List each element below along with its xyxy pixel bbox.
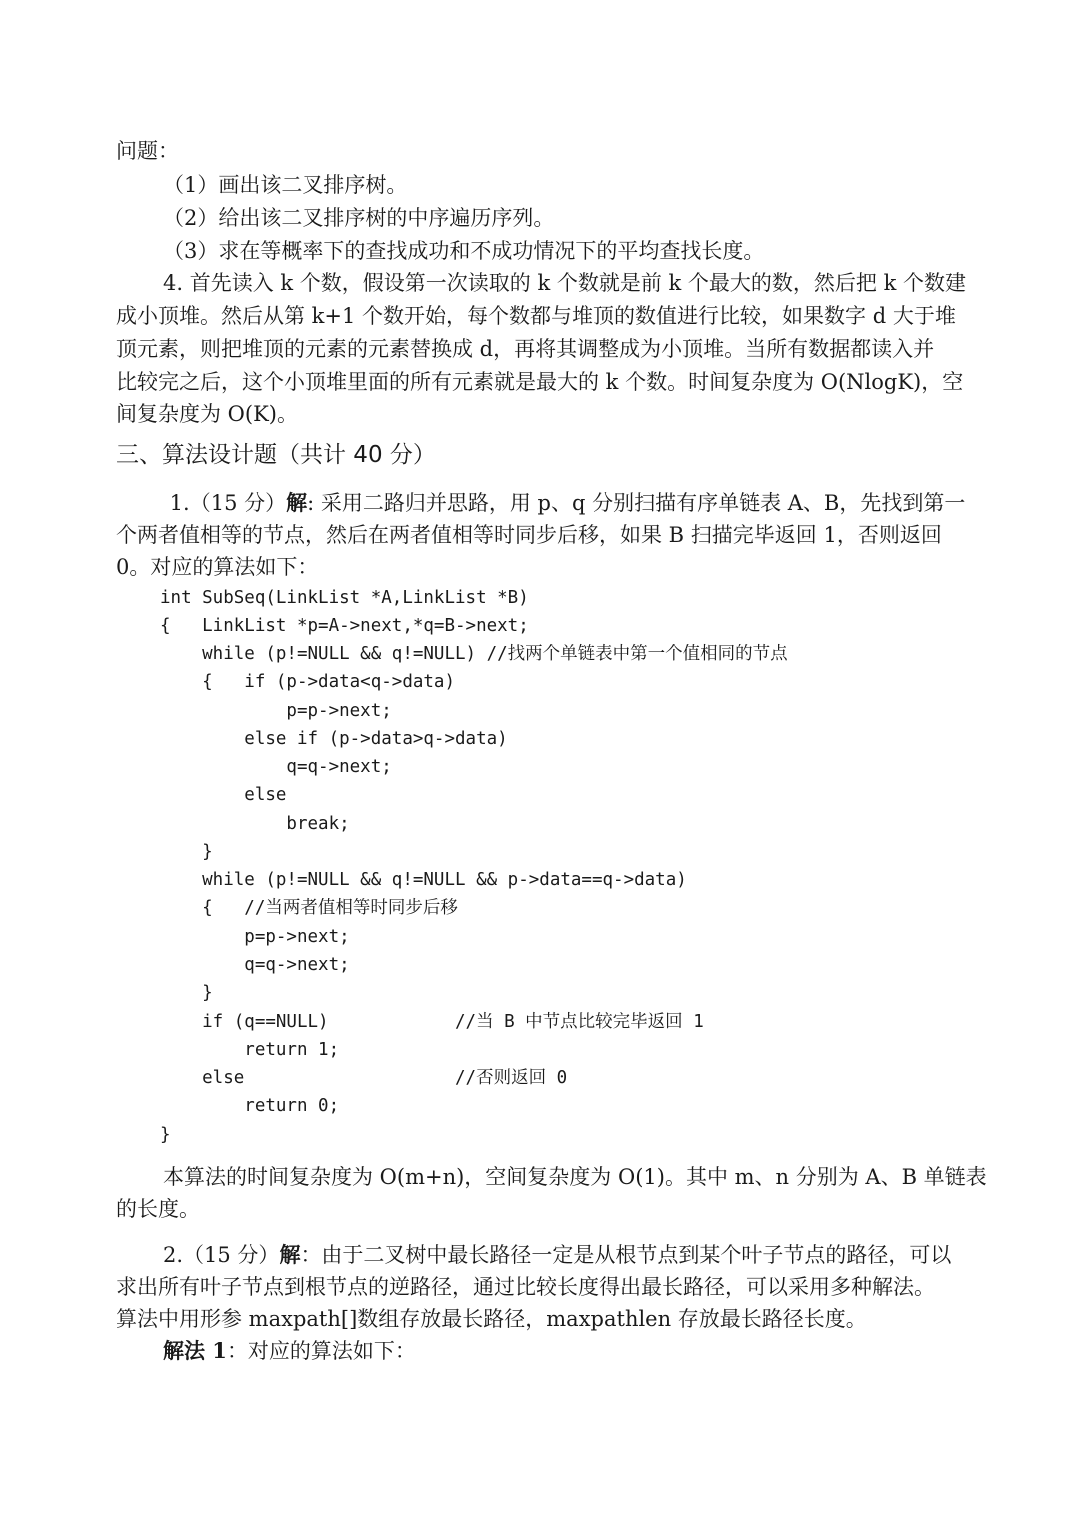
complexity-line: 本算法的时间复杂度为 O(m+n)，空间复杂度为 O(1)。其中 m、n 分别为 A、B 单链表 — [163, 1165, 987, 1189]
problem1-solution-label: 解 — [286, 490, 308, 515]
code-line: q=q->next; — [160, 955, 350, 975]
code-line: p=p->next; — [160, 701, 392, 721]
problem1-first-line — [163, 488, 965, 518]
code-line: else //否则返回 0 — [160, 1068, 568, 1088]
code-line: } — [160, 842, 213, 862]
problem2-solution-label: 解 — [279, 1242, 301, 1267]
solution1-label: 解法 1 — [163, 1338, 227, 1363]
question-1: （1）画出该二叉排序树。 — [163, 173, 408, 197]
problem2-line: 求出所有叶子节点到根节点的逆路径，通过比较长度得出最长路径，可以采用多种解法。 — [116, 1275, 935, 1299]
question-2: （2）给出该二叉排序树的中序遍历序列。 — [163, 206, 555, 230]
solution1-line — [163, 1336, 416, 1366]
code-line: p=p->next; — [160, 927, 350, 947]
problem1-line: 0。对应的算法如下： — [116, 555, 319, 579]
answer4-line: 比较完之后，这个小顶堆里面的所有元素就是最大的 k 个数。时间复杂度为 O(NlogK)，空 — [116, 370, 964, 394]
code-line: while (p!=NULL && q!=NULL) //找两个单链表中第一个值相同的节点 — [160, 644, 788, 664]
problem1-text: : 采用二路归并思路，用 p、q 分别扫描有序单链表 A、B，先找到第一 — [307, 491, 966, 515]
solution1-text: ：对应的算法如下： — [226, 1339, 416, 1363]
code-line: } — [160, 1125, 171, 1145]
code-line: while (p!=NULL && q!=NULL && p->data==q->data) — [160, 870, 687, 890]
code-line: { if (p->data<q->data) — [160, 672, 456, 692]
problem2-text: ：由于二叉树中最长路径一定是从根节点到某个叶子节点的路径，可以 — [300, 1243, 952, 1267]
complexity-line: 的长度。 — [116, 1197, 200, 1221]
problem1-prefix: 1.（15 分） — [163, 491, 287, 515]
problem2-first-line — [163, 1240, 951, 1270]
code-line: else if (p->data>q->data) — [160, 729, 508, 749]
answer4-line: 间复杂度为 O(K)。 — [116, 402, 298, 426]
problem2-line: 算法中用形参 maxpath[]数组存放最长路径，maxpathlen 存放最长路径长度。 — [116, 1307, 867, 1331]
code-line: q=q->next; — [160, 757, 392, 777]
code-line: { LinkList *p=A->next,*q=B->next; — [160, 616, 529, 636]
code-line: int SubSeq(LinkList *A,LinkList *B) — [160, 588, 529, 608]
code-line: } — [160, 983, 213, 1003]
question-3: （3）求在等概率下的查找成功和不成功情况下的平均查找长度。 — [163, 239, 765, 263]
code-line: if (q==NULL) //当 B 中节点比较完毕返回 1 — [160, 1012, 704, 1032]
code-line: return 1; — [160, 1040, 340, 1060]
answer4-line: 成小顶堆。然后从第 k+1 个数开始，每个数都与堆顶的数值进行比较，如果数字 d 大于堆 — [116, 304, 956, 328]
code-line: else — [160, 785, 287, 805]
code-line: return 0; — [160, 1096, 340, 1116]
problem1-line: 个两者值相等的节点，然后在两者值相等时同步后移，如果 B 扫描完毕返回 1，否则返回 — [116, 523, 942, 547]
answer4-line: 4. 首先读入 k 个数，假设第一次读取的 k 个数就是前 k 个最大的数，然后把 k 个数建 — [163, 271, 967, 295]
problem2-prefix: 2.（15 分） — [163, 1243, 280, 1267]
code-line: break; — [160, 814, 350, 834]
questions-header: 问题： — [116, 139, 179, 163]
section-heading: 三、算法设计题（共计 40 分） — [116, 442, 436, 468]
answer4-line: 顶元素，则把堆顶的元素的元素替换成 d，再将其调整成为小顶堆。当所有数据都读入并 — [116, 337, 935, 361]
code-line: { //当两者值相等时同步后移 — [160, 898, 458, 918]
